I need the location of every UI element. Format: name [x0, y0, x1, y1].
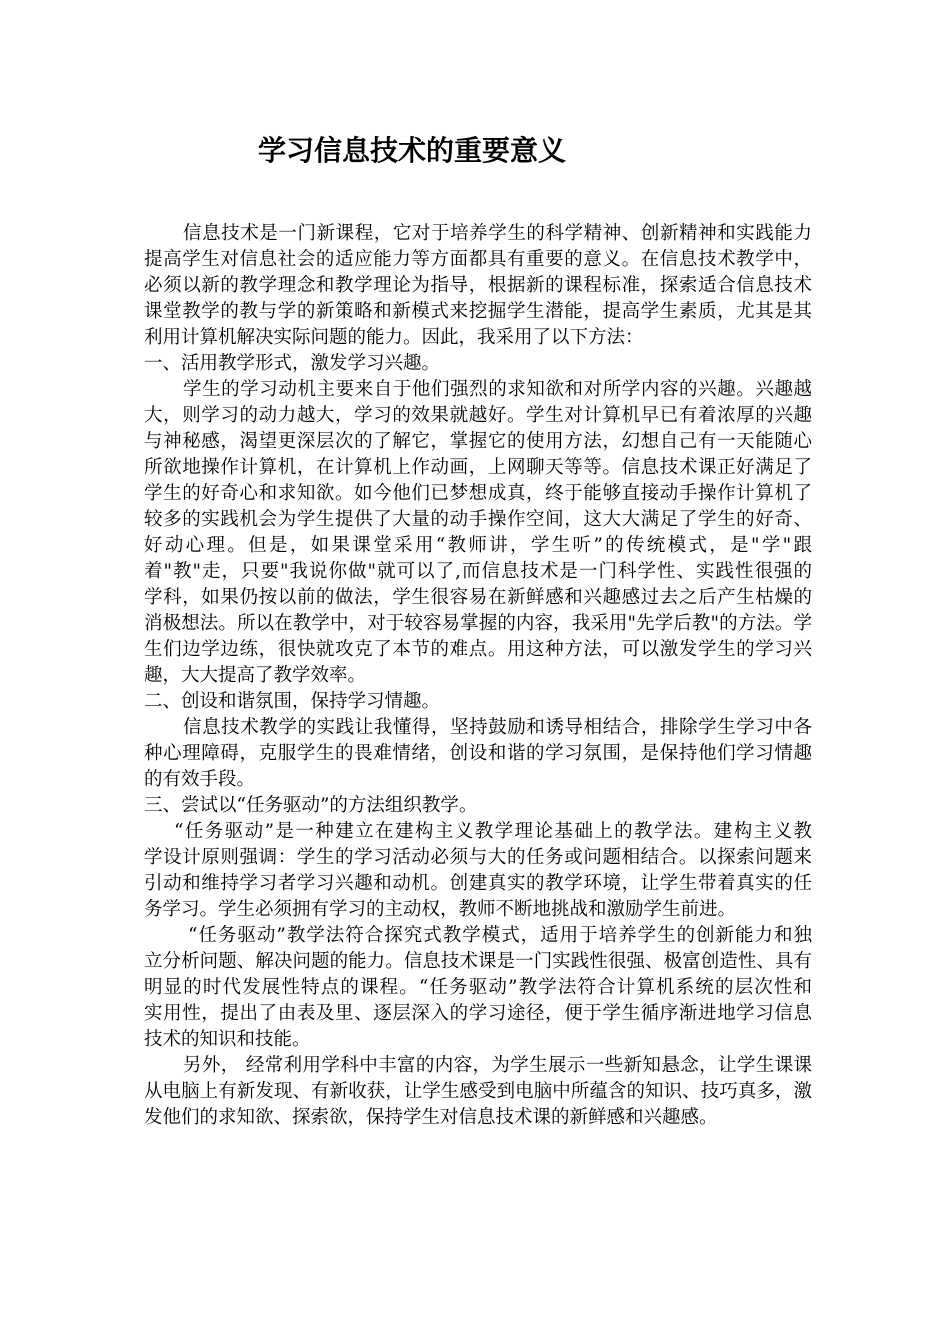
paragraph-line: 务学习。学生必须拥有学习的主动权，教师不断地挑战和激励学生前进。 [144, 899, 737, 920]
paragraph-line: 学生的好奇心和求知欲。如今他们已梦想成真，终于能够直接动手操作计算机了 [144, 483, 812, 504]
paragraph-line: 技术的知识和技能。 [144, 1029, 311, 1050]
paragraph-line: 立分析问题、解决问题的能力。信息技术课是一门实践性很强、极富创造性、具有 [144, 951, 812, 972]
paragraph-line: 信息技术教学的实践让我懂得，坚持鼓励和诱导相结合，排除学生学习中各 [183, 717, 812, 738]
paragraph-line: 较多的实践机会为学生提供了大量的动手操作空间，这大大满足了学生的好奇、 [144, 509, 812, 530]
paragraph-line: 学生的学习动机主要来自于他们强烈的求知欲和对所学内容的兴趣。兴趣越 [183, 379, 812, 400]
paragraph-line: 趣，大大提高了教学效率。 [144, 665, 367, 686]
document-body [144, 221, 812, 1131]
paragraph-line: 着"教"走，只要"我说你做"就可以了,而信息技术是一门科学性、实践性很强的 [144, 561, 812, 582]
paragraph-line: 从电脑上有新发现、有新收获，让学生感受到电脑中所蕴含的知识、技巧真多，激 [144, 1081, 812, 1102]
paragraph-line: 好动心理。但是，如果课堂采用“教师讲，学生听”的传统模式，是"学"跟 [144, 535, 812, 556]
paragraph-line: 利用计算机解决实际问题的能力。因此，我采用了以下方法： [144, 327, 644, 348]
paragraph-line: 学设计原则强调：学生的学习活动必须与大的任务或问题相结合。以探索问题来 [144, 847, 812, 868]
paragraph-line: 信息技术是一门新课程，它对于培养学生的科学精神、创新精神和实践能力 [183, 223, 812, 244]
document-title: 学习信息技术的重要意义 [258, 134, 567, 167]
paragraph-line: 实用性，提出了由表及里、逐层深入的学习途径，便于学生循序渐进地学习信息 [144, 1003, 812, 1024]
paragraph-line: 引动和维持学习者学习兴趣和动机。创建真实的教学环境，让学生带着真实的任 [144, 873, 812, 894]
paragraph-line: 必须以新的教学理念和教学理论为指导，根据新的课程标准，探索适合信息技术 [144, 275, 812, 296]
paragraph-line: “任务驱动”是一种建立在建构主义教学理论基础上的教学法。建构主义教 [174, 821, 812, 842]
paragraph-line: 提高学生对信息社会的适应能力等方面都具有重要的意义。在信息技术教学中， [144, 249, 812, 270]
section-heading: 二、创设和谐氛围，保持学习情趣。 [144, 691, 441, 712]
section-heading: 三、尝试以“任务驱动”的方法组织教学。 [144, 795, 478, 816]
section-heading: 一、活用教学形式，激发学习兴趣。 [144, 353, 441, 374]
paragraph-line: 与神秘感，渴望更深层次的了解它，掌握它的使用方法，幻想自己有一天能随心 [144, 431, 812, 452]
paragraph-line: 另外， 经常利用学科中丰富的内容，为学生展示一些新知悬念，让学生课课 [183, 1055, 812, 1076]
paragraph-line: 大，则学习的动力越大，学习的效果就越好。学生对计算机早已有着浓厚的兴趣 [144, 405, 812, 426]
paragraph-line: 生们边学边练，很快就攻克了本节的难点。用这种方法，可以激发学生的学习兴 [144, 639, 812, 660]
paragraph-line: 学科，如果仍按以前的做法，学生很容易在新鲜感和兴趣感过去之后产生枯燥的 [144, 587, 812, 608]
paragraph-line: 课堂教学的教与学的新策略和新模式来挖掘学生潜能，提高学生素质，尤其是其 [144, 301, 812, 322]
paragraph-line: 的有效手段。 [144, 769, 256, 790]
paragraph-line: 明显的时代发展性特点的课程。“任务驱动”教学法符合计算机系统的层次性和 [144, 977, 812, 998]
paragraph-line: “任务驱动”教学法符合探究式教学模式，适用于培养学生的创新能力和独 [188, 925, 812, 946]
paragraph-line: 消极想法。所以在教学中，对于较容易掌握的内容，我采用"先学后教"的方法。学 [144, 613, 812, 634]
paragraph-line: 发他们的求知欲、探索欲，保持学生对信息技术课的新鲜感和兴趣感。 [144, 1107, 718, 1128]
paragraph-line: 种心理障碍，克服学生的畏难情绪，创设和谐的学习氛围，是保持他们学习情趣 [144, 743, 812, 764]
paragraph-line: 所欲地操作计算机，在计算机上作动画，上网聊天等等。信息技术课正好满足了 [144, 457, 812, 478]
